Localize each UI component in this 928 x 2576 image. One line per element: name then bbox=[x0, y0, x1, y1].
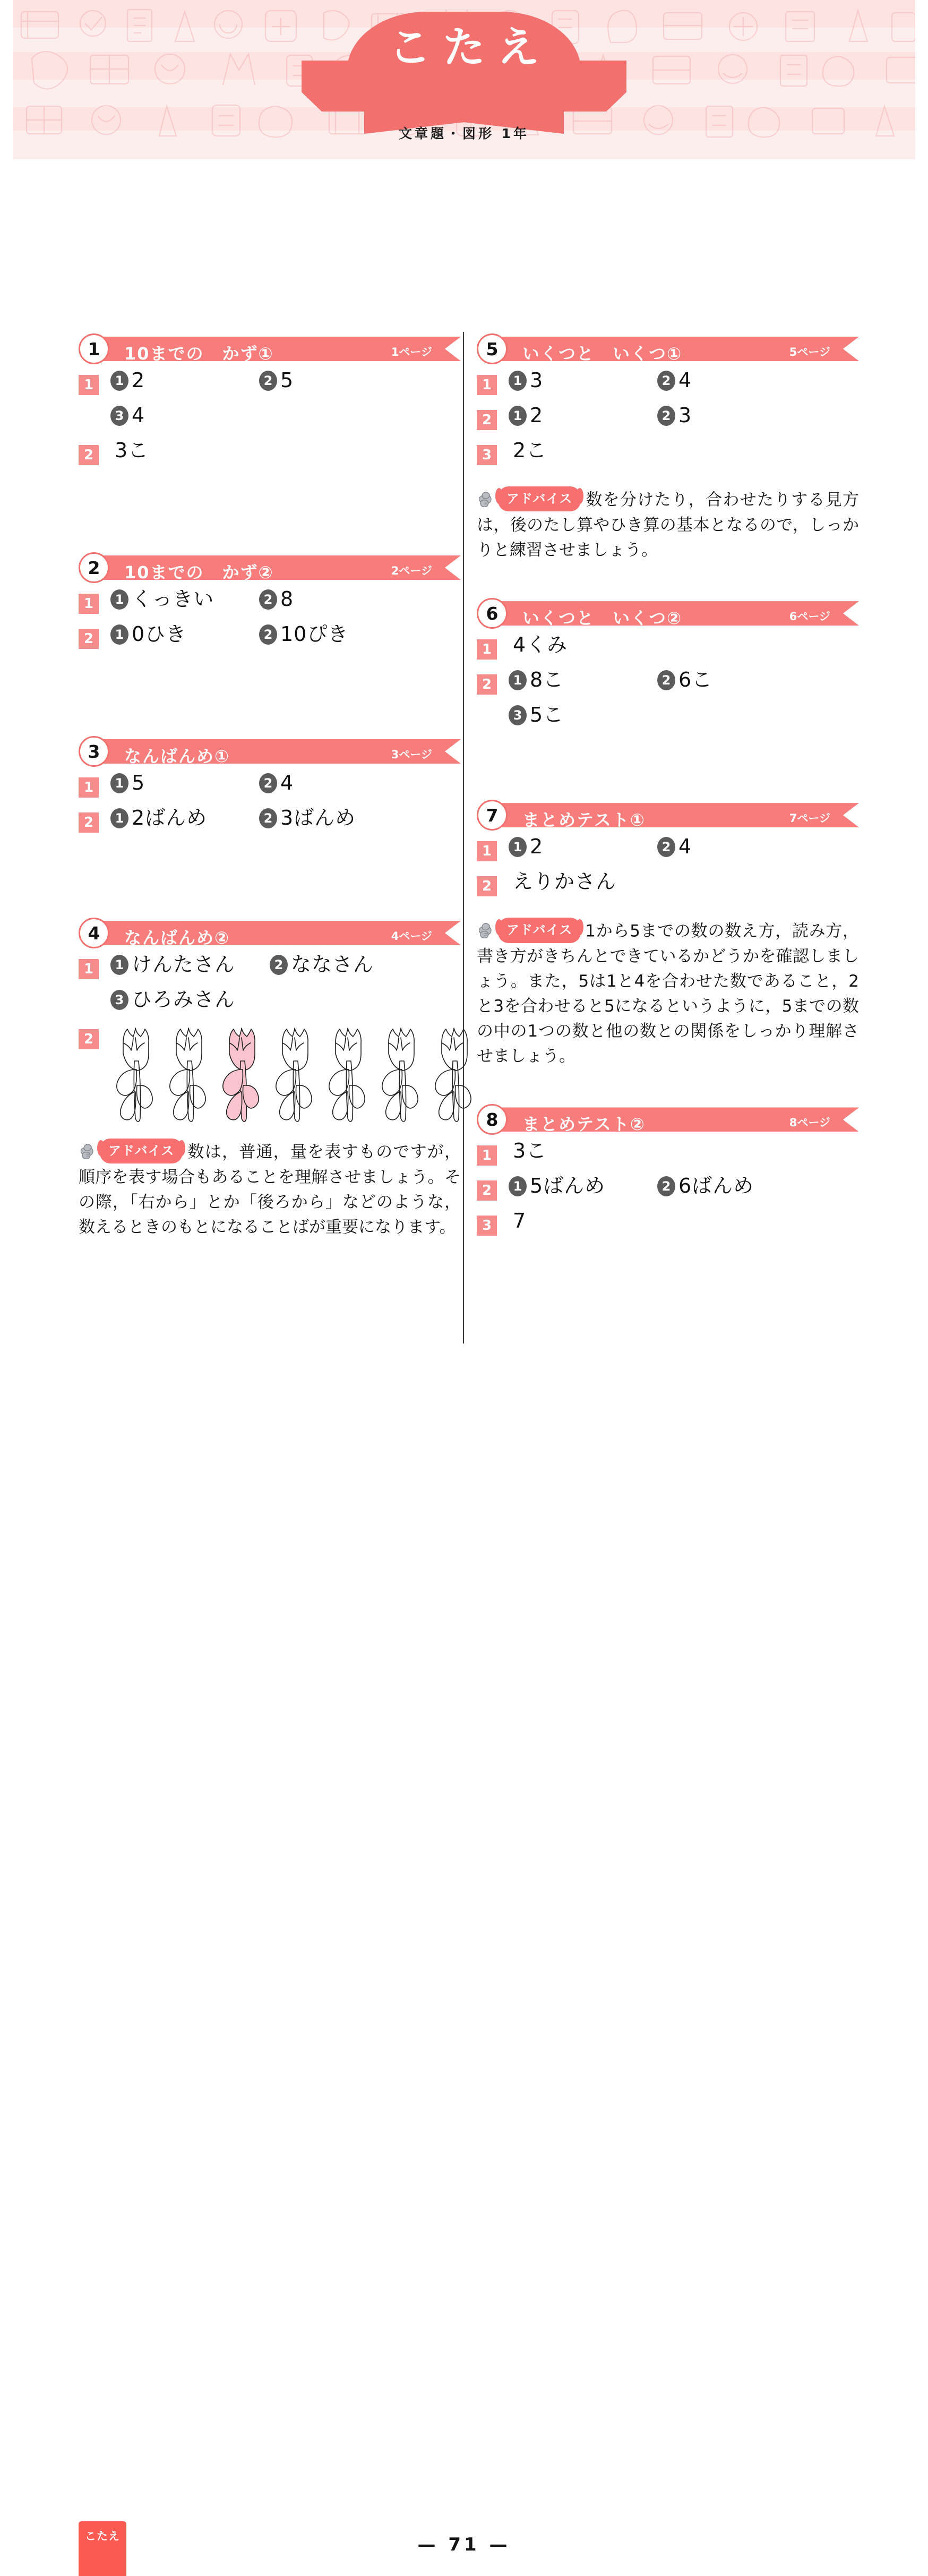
answer-text: 6ばんめ bbox=[678, 1174, 754, 1198]
section-page-ref: 1ページ bbox=[391, 346, 432, 358]
section-title: いくつと いくつ① bbox=[522, 344, 683, 364]
banner-subtitle: 文章題・図形 1年 bbox=[398, 126, 530, 141]
answer-page-body bbox=[0, 159, 928, 1317]
answer-section-4 bbox=[79, 918, 461, 1256]
section-page-ref: 6ページ bbox=[789, 610, 830, 623]
answer-text: 10ぴき bbox=[280, 622, 349, 646]
answer-row bbox=[477, 836, 859, 869]
answer-row-figure bbox=[79, 1024, 461, 1125]
tulip-icon bbox=[272, 1024, 317, 1123]
answer-items bbox=[509, 871, 859, 893]
section-title: なんばんめ① bbox=[124, 746, 230, 766]
answer-text: 4 bbox=[678, 369, 692, 392]
answer-item bbox=[259, 588, 408, 611]
advice-badge bbox=[477, 918, 581, 943]
section-page-ref: 4ページ bbox=[391, 930, 432, 943]
section-spacer bbox=[477, 737, 859, 800]
answer-index-circle: 1 bbox=[509, 670, 527, 690]
section-spacer bbox=[79, 1240, 461, 1256]
answer-item bbox=[509, 669, 657, 691]
answer-item bbox=[657, 669, 806, 691]
tulip-icon bbox=[431, 1024, 477, 1123]
answer-item bbox=[657, 836, 806, 858]
right-column bbox=[477, 333, 859, 1243]
section-header bbox=[79, 736, 461, 767]
section-spacer bbox=[79, 656, 461, 736]
section-title: まとめテスト② bbox=[522, 1114, 646, 1135]
section-page-ref: 8ページ bbox=[789, 1116, 830, 1129]
advice-text: 1から5までの数の数え方，読み方，書き方がきちんとできているかどうかを確認しましょう。また，5は1と4を合わせた数であること，2と3を合わせると5になるというように，5までの数の中の1つの数と他の数との関係をしっかり理解させましょう。 bbox=[477, 921, 859, 1066]
answer-text: えりかさん bbox=[513, 870, 617, 894]
question-number-badge: 2 bbox=[79, 445, 99, 465]
answer-section-2 bbox=[79, 552, 461, 736]
answer-index-circle: 2 bbox=[259, 808, 277, 828]
answer-row bbox=[477, 634, 859, 667]
question-number-badge: 1 bbox=[79, 959, 99, 979]
answer-items bbox=[509, 405, 859, 427]
section-page-ref: 5ページ bbox=[789, 346, 830, 358]
answer-item bbox=[509, 370, 657, 392]
question-number-badge: 1 bbox=[79, 777, 99, 798]
pointing-hand-icon bbox=[477, 921, 496, 940]
answer-row bbox=[79, 370, 461, 403]
answer-index-circle: 1 bbox=[509, 1176, 527, 1196]
answer-text: 5こ bbox=[530, 703, 564, 727]
section-header bbox=[79, 552, 461, 583]
answer-index-circle: 2 bbox=[657, 406, 675, 426]
tulip-icon bbox=[113, 1024, 158, 1123]
section-header bbox=[79, 918, 461, 948]
answer-row bbox=[79, 440, 461, 473]
answer-index-circle: 1 bbox=[110, 371, 128, 391]
answer-item bbox=[657, 405, 806, 427]
pointing-hand-icon bbox=[477, 490, 496, 509]
answer-items bbox=[509, 370, 859, 392]
answer-text: 5ばんめ bbox=[530, 1174, 606, 1198]
answer-text: ななさん bbox=[291, 953, 374, 976]
answer-row bbox=[79, 588, 461, 621]
answer-item bbox=[657, 370, 806, 392]
answer-text: 8こ bbox=[530, 668, 564, 692]
question-number-badge: 1 bbox=[477, 639, 497, 660]
header-right-margin bbox=[915, 0, 928, 159]
answer-index-circle: 2 bbox=[259, 371, 277, 391]
answer-text: けんたさん bbox=[132, 953, 236, 976]
answer-section-1 bbox=[79, 333, 461, 552]
question-number-badge: 1 bbox=[477, 1145, 497, 1166]
question-number-badge: 2 bbox=[477, 674, 497, 695]
section-number-badge: 1 bbox=[79, 333, 109, 364]
answer-item bbox=[509, 836, 657, 858]
answer-section-5 bbox=[477, 333, 859, 598]
answer-item bbox=[509, 704, 657, 726]
section-spacer bbox=[477, 563, 859, 598]
tulip-item bbox=[272, 1024, 317, 1125]
answer-items bbox=[509, 1210, 859, 1233]
answer-items bbox=[509, 669, 859, 691]
answer-text: 3こ bbox=[513, 1139, 547, 1163]
answer-index-circle: 3 bbox=[110, 990, 128, 1010]
section-header bbox=[477, 800, 859, 831]
answer-section-7 bbox=[477, 800, 859, 1104]
question-number-badge: 1 bbox=[79, 594, 99, 614]
advice-block bbox=[79, 1139, 461, 1240]
section-header bbox=[477, 1104, 859, 1135]
answer-items bbox=[110, 370, 461, 392]
answer-text: 4 bbox=[132, 404, 145, 427]
answer-index-circle: 2 bbox=[657, 837, 675, 857]
tulip-item bbox=[431, 1024, 477, 1125]
answer-text: 6こ bbox=[678, 668, 713, 692]
answer-item bbox=[110, 440, 149, 462]
advice-block bbox=[477, 486, 859, 563]
answer-item bbox=[259, 807, 408, 829]
answer-section-3 bbox=[79, 736, 461, 918]
banner-title: こたえ bbox=[389, 23, 551, 72]
answer-row bbox=[477, 669, 859, 702]
answer-item bbox=[509, 405, 657, 427]
answer-index-circle: 1 bbox=[509, 371, 527, 391]
answer-items bbox=[110, 405, 461, 427]
section-number-badge: 6 bbox=[477, 598, 508, 629]
answer-index-circle: 2 bbox=[657, 371, 675, 391]
answer-text: 3ばんめ bbox=[280, 806, 356, 829]
answer-text: 7 bbox=[513, 1209, 527, 1233]
header-left-margin bbox=[0, 0, 13, 159]
answer-row bbox=[79, 772, 461, 805]
answer-items bbox=[110, 440, 461, 462]
answer-index-circle: 2 bbox=[259, 589, 277, 610]
answer-items bbox=[110, 954, 461, 976]
answer-text: 2こ bbox=[513, 439, 547, 462]
answer-row bbox=[477, 871, 859, 904]
tulip-figure-row bbox=[110, 1024, 477, 1125]
tulip-icon bbox=[325, 1024, 371, 1123]
advice-badge bbox=[477, 486, 581, 511]
section-number-badge: 3 bbox=[79, 736, 109, 767]
question-number-badge: 1 bbox=[79, 375, 99, 395]
answer-index-circle: 1 bbox=[110, 589, 128, 610]
answer-index-circle: 1 bbox=[110, 955, 128, 975]
section-page-ref: 2ページ bbox=[391, 564, 432, 577]
section-header bbox=[79, 333, 461, 364]
answer-item bbox=[110, 623, 259, 646]
answer-text: 4 bbox=[678, 835, 692, 859]
question-number-badge: 2 bbox=[477, 1180, 497, 1201]
answer-text: ひろみさん bbox=[132, 988, 236, 1011]
answer-index-circle: 2 bbox=[259, 773, 277, 793]
answer-index-circle: 1 bbox=[110, 808, 128, 828]
answer-row bbox=[477, 1175, 859, 1208]
answer-section-8 bbox=[477, 1104, 859, 1243]
answer-item bbox=[259, 772, 408, 794]
kotae-section-tab: こたえ bbox=[79, 2521, 126, 2576]
advice-label: アドバイス bbox=[100, 1139, 183, 1163]
section-page-ref: 3ページ bbox=[391, 748, 432, 761]
section-title: なんばんめ② bbox=[124, 928, 230, 948]
section-number-badge: 4 bbox=[79, 918, 109, 948]
advice-text: 数を分けたり，合わせたりする見方は，後のたし算やひき算の基本となるので，しっかりと練習させましょう。 bbox=[477, 490, 859, 560]
answer-item bbox=[110, 954, 270, 976]
answer-index-circle: 1 bbox=[509, 406, 527, 426]
answer-item bbox=[110, 370, 259, 392]
answer-items bbox=[110, 807, 461, 829]
answer-row bbox=[477, 440, 859, 473]
answer-index-circle: 1 bbox=[110, 773, 128, 793]
question-number-badge: 2 bbox=[477, 410, 497, 430]
answer-text: 3 bbox=[530, 369, 544, 392]
question-number-badge: 2 bbox=[79, 629, 99, 649]
answer-items bbox=[110, 989, 461, 1011]
advice-label: アドバイス bbox=[498, 486, 581, 511]
answer-index-circle: 2 bbox=[657, 1176, 675, 1196]
answer-index-circle: 3 bbox=[509, 705, 527, 725]
answer-item bbox=[270, 954, 418, 976]
tulip-icon bbox=[378, 1024, 424, 1123]
answer-item bbox=[110, 807, 259, 829]
question-number-badge: 3 bbox=[477, 445, 497, 465]
answer-text: 0ひき bbox=[132, 622, 187, 646]
title-ribbon bbox=[315, 10, 613, 137]
answer-item bbox=[509, 440, 547, 462]
answer-index-circle: 3 bbox=[110, 406, 128, 426]
section-number-badge: 8 bbox=[477, 1104, 508, 1135]
section-title: まとめテスト① bbox=[522, 810, 646, 831]
answer-item bbox=[509, 871, 616, 893]
answer-row bbox=[477, 704, 859, 737]
answer-item bbox=[110, 772, 259, 794]
page-header-banner bbox=[0, 0, 928, 159]
answer-items bbox=[110, 588, 461, 611]
tulip-item bbox=[378, 1024, 424, 1125]
advice-label: アドバイス bbox=[498, 918, 581, 943]
answer-row bbox=[79, 623, 461, 656]
answer-items bbox=[509, 836, 859, 858]
answer-items bbox=[110, 623, 461, 646]
section-title: いくつと いくつ② bbox=[522, 608, 683, 629]
answer-item bbox=[110, 588, 259, 611]
answer-item bbox=[509, 1175, 657, 1197]
answer-item bbox=[259, 370, 408, 392]
section-number-badge: 7 bbox=[477, 800, 508, 831]
answer-item bbox=[259, 623, 408, 646]
page-number: — 71 — bbox=[417, 2534, 511, 2555]
advice-block bbox=[477, 918, 859, 1069]
answer-row bbox=[477, 370, 859, 403]
section-title: 10までの かず① bbox=[124, 344, 274, 364]
answer-text: 2 bbox=[530, 404, 544, 427]
question-number-badge: 2 bbox=[79, 812, 99, 833]
answer-items bbox=[110, 772, 461, 794]
section-header bbox=[477, 333, 859, 364]
answer-item bbox=[509, 1210, 526, 1233]
tulip-item bbox=[166, 1024, 211, 1125]
answer-items bbox=[509, 634, 859, 656]
answer-text: 2ばんめ bbox=[132, 806, 208, 829]
section-spacer bbox=[477, 1069, 859, 1104]
answer-item bbox=[657, 1175, 806, 1197]
advice-badge bbox=[79, 1139, 183, 1163]
tulip-icon bbox=[219, 1024, 264, 1123]
answer-row bbox=[79, 954, 461, 987]
question-number-badge: 1 bbox=[477, 841, 497, 861]
answer-index-circle: 2 bbox=[657, 670, 675, 690]
question-number-badge: 3 bbox=[477, 1216, 497, 1236]
answer-item bbox=[509, 1140, 547, 1162]
section-spacer bbox=[79, 840, 461, 918]
answer-text: 5 bbox=[132, 771, 145, 794]
answer-text: 2 bbox=[530, 835, 544, 859]
section-header bbox=[477, 598, 859, 629]
advice-text: 数は，普通，量を表すものですが，順序を表す場合もあることを理解させましょう。その際，「右から」とか「後ろから」などのような，数えるときのもとになることばが重要になります。 bbox=[79, 1142, 461, 1237]
tulip-item bbox=[113, 1024, 158, 1125]
answer-items bbox=[509, 1140, 859, 1162]
answer-text: 4 bbox=[280, 771, 294, 794]
answer-section-6 bbox=[477, 598, 859, 800]
answer-item bbox=[110, 405, 259, 427]
answer-row bbox=[477, 1140, 859, 1173]
tulip-item bbox=[325, 1024, 371, 1125]
section-page-ref: 7ページ bbox=[789, 812, 830, 825]
answer-text: くっきい bbox=[132, 587, 214, 611]
answer-text: 4くみ bbox=[513, 633, 568, 657]
answer-text: 3こ bbox=[115, 439, 149, 462]
section-title: 10までの かず② bbox=[124, 562, 274, 583]
left-column bbox=[79, 333, 461, 1256]
answer-text: 8 bbox=[280, 587, 294, 611]
section-number-badge: 2 bbox=[79, 552, 109, 583]
pointing-hand-icon bbox=[79, 1142, 98, 1161]
answer-text: 5 bbox=[280, 369, 294, 392]
answer-row bbox=[477, 405, 859, 438]
answer-row bbox=[79, 989, 461, 1022]
section-number-badge: 5 bbox=[477, 333, 508, 364]
answer-items bbox=[509, 440, 859, 462]
answer-text: 2 bbox=[132, 369, 145, 392]
tulip-item bbox=[219, 1024, 264, 1125]
answer-item bbox=[110, 989, 270, 1011]
answer-items bbox=[509, 704, 859, 726]
answer-index-circle: 1 bbox=[509, 837, 527, 857]
question-number-badge: 2 bbox=[79, 1029, 99, 1049]
answer-row bbox=[79, 405, 461, 438]
answer-index-circle: 1 bbox=[110, 624, 128, 645]
section-spacer bbox=[79, 473, 461, 552]
answer-items bbox=[509, 1175, 859, 1197]
answer-index-circle: 2 bbox=[259, 624, 277, 645]
answer-row bbox=[79, 807, 461, 840]
tulip-icon bbox=[166, 1024, 211, 1123]
answer-item bbox=[509, 634, 568, 656]
answer-index-circle: 2 bbox=[270, 955, 288, 975]
question-number-badge: 2 bbox=[477, 876, 497, 896]
answer-row bbox=[477, 1210, 859, 1243]
answer-text: 3 bbox=[678, 404, 692, 427]
question-number-badge: 1 bbox=[477, 375, 497, 395]
column-divider bbox=[463, 332, 464, 1343]
